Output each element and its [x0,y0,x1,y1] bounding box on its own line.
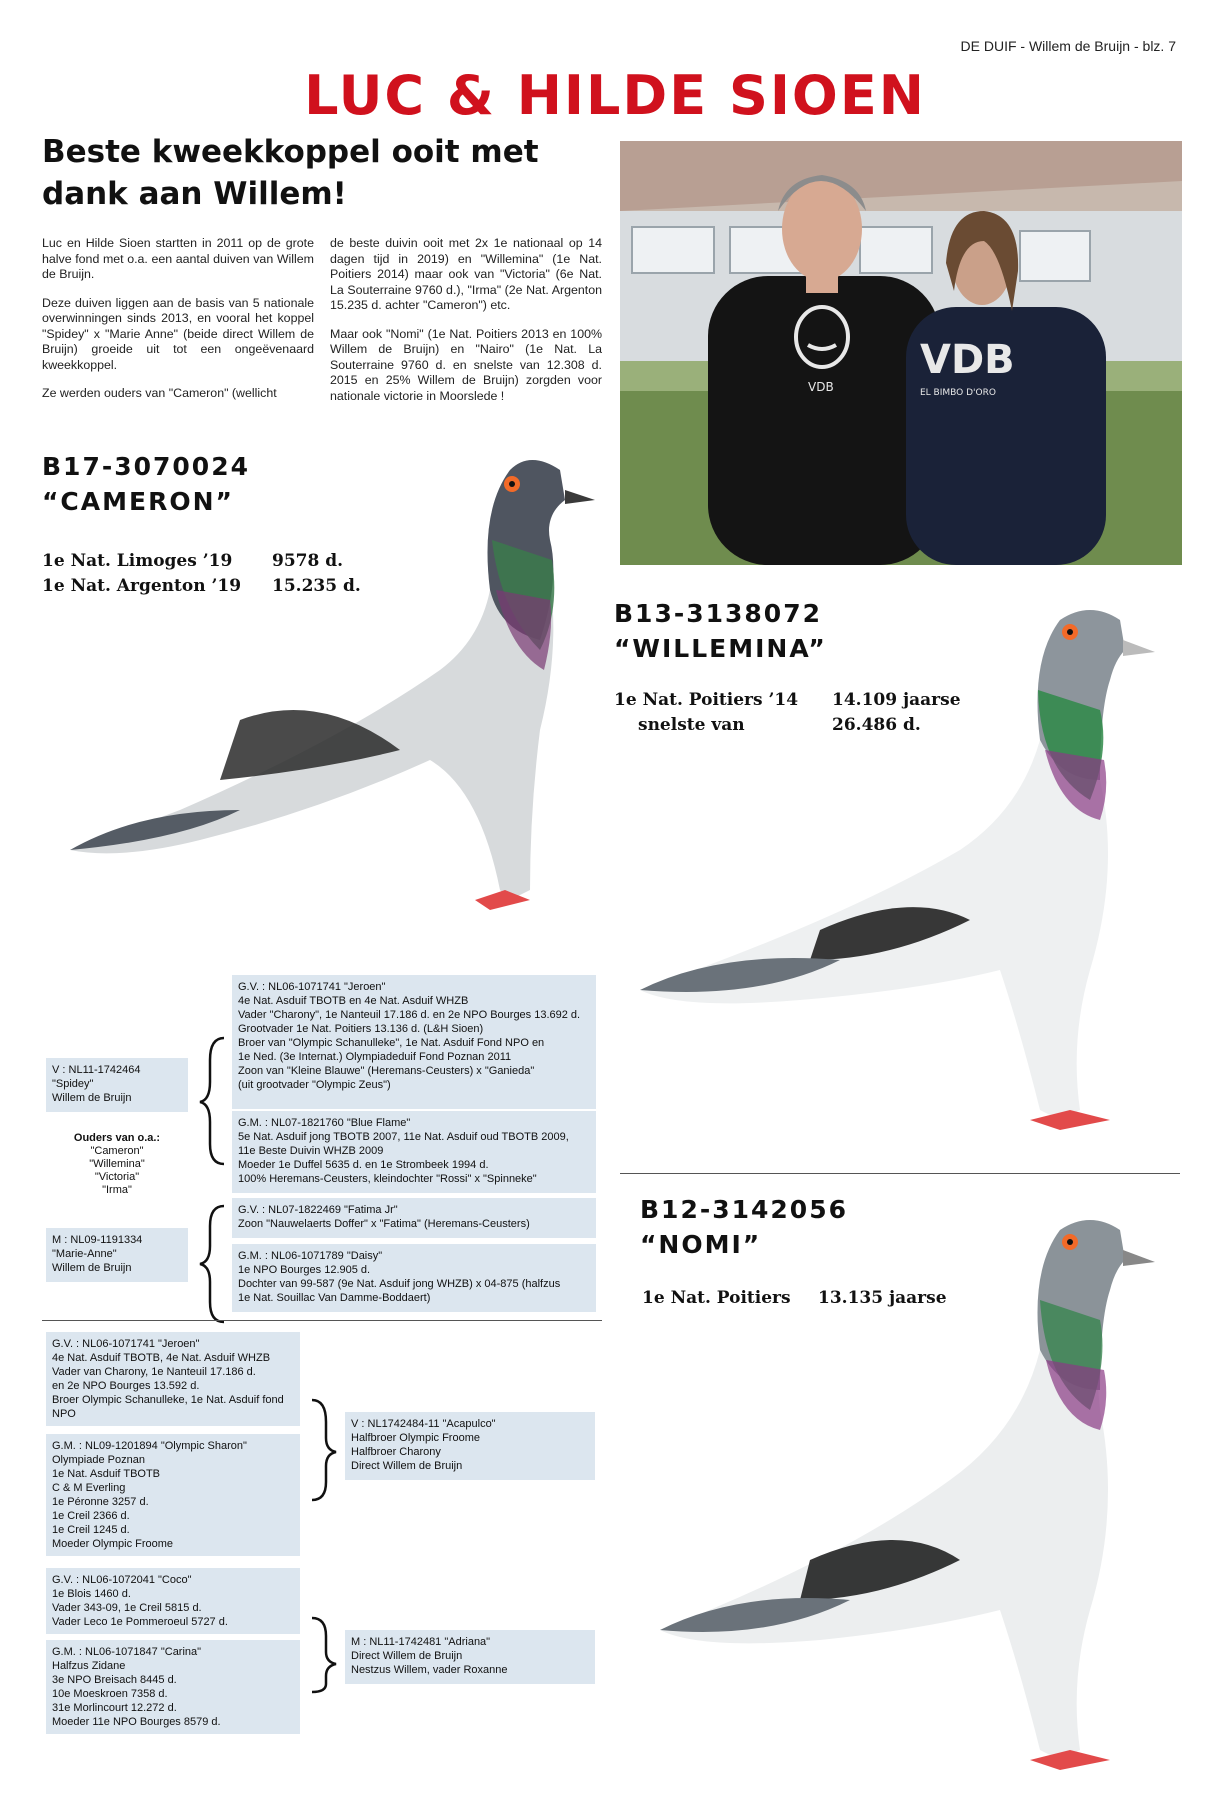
pedigree-line: Moeder Olympic Froome [52,1538,174,1550]
pedigree-line: Moeder 1e Duffel 5635 d. en 1e Strombeek 1994 d. [238,1159,489,1171]
brace-icon [200,1206,224,1322]
pedigree1-gm-father [232,1111,596,1193]
pedigree-line: Dochter van 99-587 (9e Nat. Asduif jong WHZB) x 04-875 (halfzus [238,1278,561,1290]
results-willemina [614,688,961,738]
pedigree1-mother [46,1228,188,1282]
page-header: DE DUIF - Willem de Bruijn - blz. 7 [960,38,1176,54]
bird-name: “NOMI” [640,1230,762,1259]
pedigree1-gv-father [232,975,596,1109]
pedigree-line: M : NL11-1742481 "Adriana" [351,1636,491,1648]
section-divider [620,1173,1180,1174]
intro-paragraph: Deze duiven liggen aan de basis van 5 nationale overwinningen sinds 2013, en vooral het koppel "Spidey" x "Marie Anne" (beide direct Willem de Bruijn) groeide uit tot een ongeëvenaard kweekkoppel. [42,295,314,372]
pedigree-line: 31e Morlincourt 12.272 d. [52,1702,177,1714]
shirt-right-text: VDB [920,337,1015,383]
pedigree-line: 4e Nat. Asduif TBOTB, 4e Nat. Asduif WHZB [52,1352,271,1364]
pedigree-line: M : NL09-1191334 [52,1234,143,1246]
parents-of-item: "Cameron" [90,1145,144,1157]
pedigree2-father [345,1412,595,1480]
pedigree-line: "Marie-Anne" [52,1248,117,1260]
brace-icon [312,1400,336,1500]
pedigree-line: (uit grootvader "Olympic Zeus") [238,1079,391,1091]
result-value: 14.109 jaarse [832,690,961,710]
pedigree-line: V : NL11-1742464 [52,1064,141,1076]
pedigree-line: 1e Creil 1245 d. [52,1524,130,1536]
result-race: 1e Nat. Limoges ’19 [42,551,233,571]
pedigree-line: Broer van "Olympic Schanulleke", 1e Nat. Asduif Fond NPO en [238,1037,545,1049]
pedigree1-father [46,1058,188,1112]
pedigree-line: "Spidey" [52,1078,94,1090]
pedigree-line: Zoon "Nauwelaerts Doffer" x "Fatima" (Heremans-Ceusters) [238,1218,530,1230]
pedigree2-braces [306,1396,342,1696]
intro-column-1 [42,236,314,415]
bird-name: “WILLEMINA” [614,634,827,663]
pedigree-line: Halfzus Zidane [52,1660,126,1672]
owners-photo [620,141,1182,565]
parents-of-block [46,1132,188,1197]
shirt-left-text: VDB [808,380,834,394]
result-value: 9578 d. [272,551,344,571]
pedigree-line: G.V. : NL06-1071741 "Jeroen" [52,1338,200,1350]
pedigree-line: Willem de Bruijn [52,1262,132,1274]
parents-of-item: "Irma" [102,1184,132,1196]
section-divider [42,1320,602,1321]
pedigree-line: G.M. : NL07-1821760 "Blue Flame" [238,1117,411,1129]
intro-column-2 [330,236,602,417]
pedigree-line: 1e Péronne 3257 d. [52,1496,149,1508]
brace-icon [200,1038,224,1164]
pedigree2-mother [345,1630,595,1684]
result-race: 1e Nat. Argenton ’19 [42,576,242,596]
pedigree-line: Grootvader 1e Nat. Poitiers 13.136 d. (L&H Sioen) [238,1023,484,1035]
result-race: 1e Nat. Poitiers [642,1288,791,1308]
intro-paragraph: Ze werden ouders van "Cameron" (wellicht [42,386,277,400]
shirt-right-small-text: EL BIMBO D'ORO [920,388,996,398]
intro-paragraph: Luc en Hilde Sioen startten in 2011 op de grote halve fond met o.a. een aantal duiven van Willem de Bruijn. [42,236,314,281]
pedigree-line: 1e Ned. (3e Internat.) Olympiadeduif Fond Poznan 2011 [238,1051,512,1063]
pedigree1-braces [196,1030,230,1330]
parents-of-title: Ouders van o.a.: [73,1132,161,1144]
pedigree-line: Vader 343-09, 1e Creil 5815 d. [52,1602,202,1614]
bird-ring-nomi [640,1192,848,1262]
parents-of-item: "Willemina" [89,1158,145,1170]
pedigree-line: Direct Willem de Bruijn [351,1460,463,1472]
ring-number: B13-3138072 [614,599,822,628]
pedigree-line: 4e Nat. Asduif TBOTB en 4e Nat. Asduif WHZB [238,995,469,1007]
pedigree1-gv-mother [232,1198,596,1238]
pedigree-line: G.M. : NL09-1201894 "Olympic Sharon" [52,1440,247,1452]
result-row [614,688,961,713]
pedigree2-gm-mother [46,1640,300,1734]
pedigree1-gm-mother [232,1244,596,1312]
ring-number: B12-3142056 [640,1195,848,1224]
pedigree-line: 100% Heremans-Ceusters, kleindochter "Rossi" x "Spinneke" [238,1173,537,1185]
intro-paragraph: Maar ook "Nomi" (1e Nat. Poitiers 2013 en 100% Willem de Bruijn) en "Nairo" (1e Nat. La Souterraine 9760 d. en snelste van 12.308 d. 2015 en 25% Willem de Bruijn) zorgden voor nationale victorie in Moorslede ! [330,326,602,403]
pedigree-line: 1e NPO Bourges 12.905 d. [238,1264,371,1276]
pedigree-line: Halfbroer Olympic Froome [351,1432,480,1444]
pigeon-cameron-image [60,430,600,970]
pedigree-line: V : NL1742484-11 "Acapulco" [351,1418,496,1430]
pedigree-line: Nestzus Willem, vader Roxanne [351,1664,508,1676]
pedigree-line: G.V. : NL06-1072041 "Coco" [52,1574,192,1586]
parents-of-item: "Victoria" [94,1171,140,1183]
pedigree2-gv-father [46,1332,300,1426]
pedigree-line: Halfbroer Charony [351,1446,441,1458]
ring-number: B17-3070024 [42,452,250,481]
result-value: 26.486 d. [832,715,921,735]
pedigree-line: C & M Everling [52,1482,126,1494]
pedigree-line: Willem de Bruijn [52,1092,132,1104]
result-race: snelste van [638,715,745,735]
result-row [642,1286,947,1311]
pedigree2-gm-father [46,1434,300,1556]
pedigree-line: Moeder 11e NPO Bourges 8579 d. [52,1716,221,1728]
pedigree-line: 1e Creil 2366 d. [52,1510,130,1522]
pedigree-line: Vader van Charony, 1e Nanteuil 17.186 d. [52,1366,256,1378]
owners-photo-illustration [620,141,1182,565]
result-value: 13.135 jaarse [818,1288,947,1308]
pedigree-line: 1e Nat. Asduif TBOTB [52,1468,161,1480]
result-race: 1e Nat. Poitiers ’14 [614,690,799,710]
pedigree-line: NPO [52,1408,76,1420]
pedigree-line: Olympiade Poznan [52,1454,145,1466]
pedigree-line: Zoon van "Kleine Blauwe" (Heremans-Ceusters) x "Ganieda" [238,1065,535,1077]
pedigree-line: G.M. : NL06-1071847 "Carina" [52,1646,202,1658]
pedigree-line: en 2e NPO Bourges 13.592 d. [52,1380,200,1392]
bird-name: “CAMERON” [42,487,234,516]
pedigree2-gv-mother [46,1568,300,1634]
brace-icon [312,1618,336,1692]
pedigree-line: 10e Moeskroen 7358 d. [52,1688,168,1700]
result-row [614,713,961,738]
pedigree-line: Vader "Charony", 1e Nanteuil 17.186 d. en 2e NPO Bourges 13.692 d. [238,1009,581,1021]
article-subtitle: Beste kweekkoppel ooit met dank aan Willem! [42,134,539,212]
pedigree-line: G.M. : NL06-1071789 "Daisy" [238,1250,383,1262]
bird-ring-willemina [614,596,827,666]
pedigree-line: G.V. : NL07-1822469 "Fatima Jr" [238,1204,398,1216]
intro-paragraph: de beste duivin ooit met 2x 1e nationaal op 14 dagen tijd in 2019) en "Willemina" (1e Nat. Poitiers 2014) maar ook van "Victoria" (6e Nat. La Souterraine 9760 d.), "Irma" (2e Nat. Argenton 15.235 d. achter "Cameron") etc. [330,236,602,312]
pedigree-line: 3e NPO Breisach 8445 d. [52,1674,177,1686]
pigeon-willemina-image [620,590,1180,1150]
pedigree-line: Direct Willem de Bruijn [351,1650,463,1662]
page-title: LUC & HILDE SIOEN [304,64,926,127]
pedigree-line: 5e Nat. Asduif jong TBOTB 2007, 11e Nat. Asduif oud TBOTB 2009, [238,1131,569,1143]
pedigree-line: 1e Blois 1460 d. [52,1588,131,1600]
pedigree-line: G.V. : NL06-1071741 "Jeroen" [238,981,386,993]
pedigree-line: 1e Nat. Souillac Van Damme-Boddaert) [238,1292,431,1304]
result-value: 15.235 d. [272,576,361,596]
results-nomi [642,1286,947,1311]
pedigree-line: Broer Olympic Schanulleke, 1e Nat. Asduif fond [52,1394,284,1406]
pedigree-line: Vader Leco 1e Pommeroeul 5727 d. [52,1616,228,1628]
pedigree-line: 11e Beste Duivin WHZB 2009 [238,1145,384,1157]
